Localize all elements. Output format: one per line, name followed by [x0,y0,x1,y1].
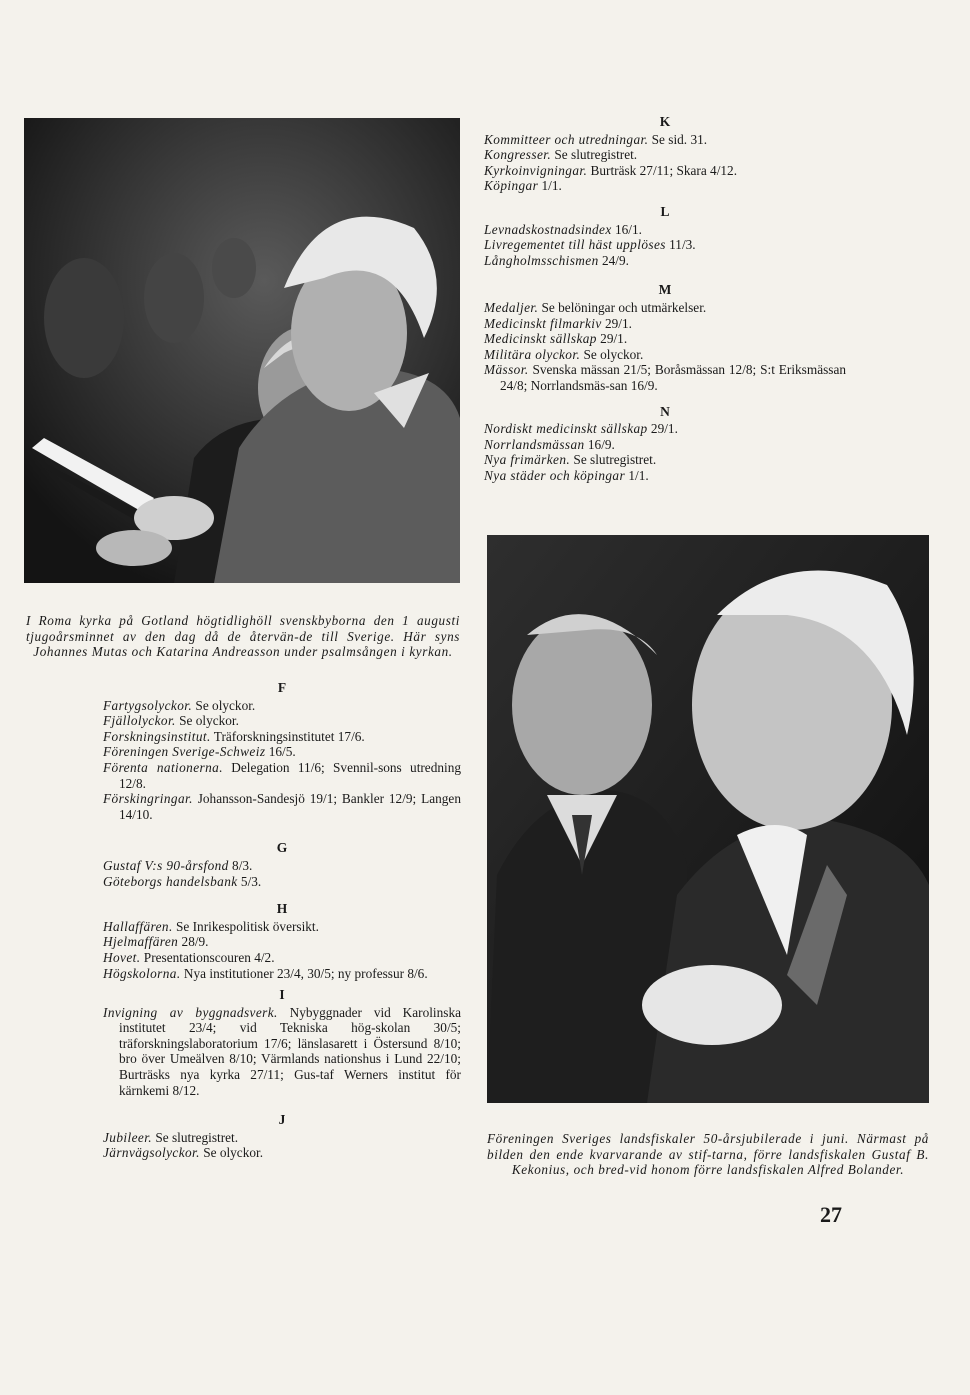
index-section-g [103,840,461,889]
section-letter: M [658,282,672,298]
index-entry: Medicinskt sällskap 29/1. [484,331,628,347]
caption-landsfiskaler-photo: Föreningen Sveriges landsfiskaler 50-årsjubilerade i juni. Närmast på bilden den ende kvarvarande av stif-tarna, förre landsfiskalen Gustaf B. Kekonius, och bred-vid honom förre landsfiskalen Alfred Bolander. [487,1131,929,1178]
section-letter: I [279,987,285,1003]
index-entry: Järnvägsolyckor. Se olyckor. [103,1145,264,1161]
index-section-m [484,282,846,393]
section-letter: G [276,840,288,856]
index-section-f [103,680,461,822]
index-entry: Levnadskostnadsindex 16/1. [484,221,642,237]
caption-church-photo: I Roma kyrka på Gotland högtidlighöll svenskbyborna den 1 augusti tjugoårsminnet av den dag då de återvän-de till Sverige. Här syns Johannes Mutas och Katarina Andreasson under psalmsången i kyrkan. [26,613,460,660]
index-entry: Hjelmaffären 28/9. [103,934,209,950]
section-letter: J [278,1112,286,1128]
index-entry: Norrlandsmässan 16/9. [484,436,615,452]
index-entry: Fjällolyckor. Se olyckor. [103,713,239,729]
index-section-j [103,1112,461,1161]
index-entry: Jubileer. Se slutregistret. [103,1129,239,1145]
index-column-left [103,680,461,1161]
page-number: 27 [820,1202,842,1227]
index-entry: Högskolorna. Nya institutioner 23/4, 30/5; ny professur 8/6. [103,965,428,981]
index-entry: Gustaf V:s 90-årsfond 8/3. [103,857,253,873]
index-entry: Medicinskt filmarkiv 29/1. [484,315,632,331]
index-section-i [103,987,461,1098]
index-entry: Köpingar 1/1. [484,178,562,194]
landsfiskaler-photo-image [487,535,929,1103]
index-entry: Mässor. Svenska mässan 21/5; Boråsmässan 12/8; S:t Eriksmässan 24/8; Norrlandsmäs-san 16/9. [484,362,846,393]
index-section-n [484,404,846,484]
index-entry: Förenta nationerna. Delegation 11/6; Svennil-sons utredning 12/8. [103,759,462,791]
index-entry: Föreningen Sverige-Schweiz 16/5. [103,744,296,760]
index-column-right [484,114,846,483]
index-entry: Nordiskt medicinskt sällskap 29/1. [484,421,678,437]
index-entry: Invigning av byggnadsverk. Nybyggnader vid Karolinska institutet 23/4; vid Tekniska hög-skolan 30/5; träforskningslaboratorium 17/6; länslasarett i Östersund 8/10; bro över Umeälven 8/10; Värmlands nationshus i Lund 22/10; Burträsks nya kyrka 27/11; Gus-taf Werners institut för kärnkemi 8/12. [103,1004,461,1098]
church-photo [24,118,460,583]
index-section-l [484,204,846,268]
index-section-h [103,901,461,981]
index-entry: Göteborgs handelsbank 5/3. [103,873,262,889]
index-entry: Hovet. Presentationscouren 4/2. [103,949,275,965]
index-entry: Livregementet till häst upplöses 11/3. [484,237,696,253]
section-letter: K [659,114,671,129]
index-entry: Förskingringar. Johansson-Sandesjö 19/1; Bankler 12/9; Langen 14/10. [103,791,461,822]
index-entry: Kongresser. Se slutregistret. [484,147,638,163]
index-entry: Hallaffären. Se Inrikespolitisk översikt. [103,918,319,934]
index-entry: Forskningsinstitut. Träforskningsinstitutet 17/6. [103,728,365,744]
church-photo-image [24,118,460,583]
index-entry: Kyrkoinvigningar. Burträsk 27/11; Skara 4/12. [484,162,738,178]
section-letter: L [660,203,670,219]
section-letter: H [276,901,288,917]
index-section-k [484,114,846,194]
index-entry: Nya städer och köpingar 1/1. [484,467,649,483]
index-entry: Medaljer. Se belöningar och utmärkelser. [484,299,707,315]
section-letter: N [660,403,670,419]
index-entry: Långholmsschismen 24/9. [484,252,629,268]
landsfiskaler-photo [487,535,929,1103]
index-entry: Nya frimärken. Se slutregistret. [484,452,657,468]
section-letter: F [277,680,287,695]
index-entry: Fartygsolyckor. Se olyckor. [103,697,256,713]
index-entry: Kommitteer och utredningar. Se sid. 31. [484,131,708,147]
index-entry: Militära olyckor. Se olyckor. [484,346,644,362]
